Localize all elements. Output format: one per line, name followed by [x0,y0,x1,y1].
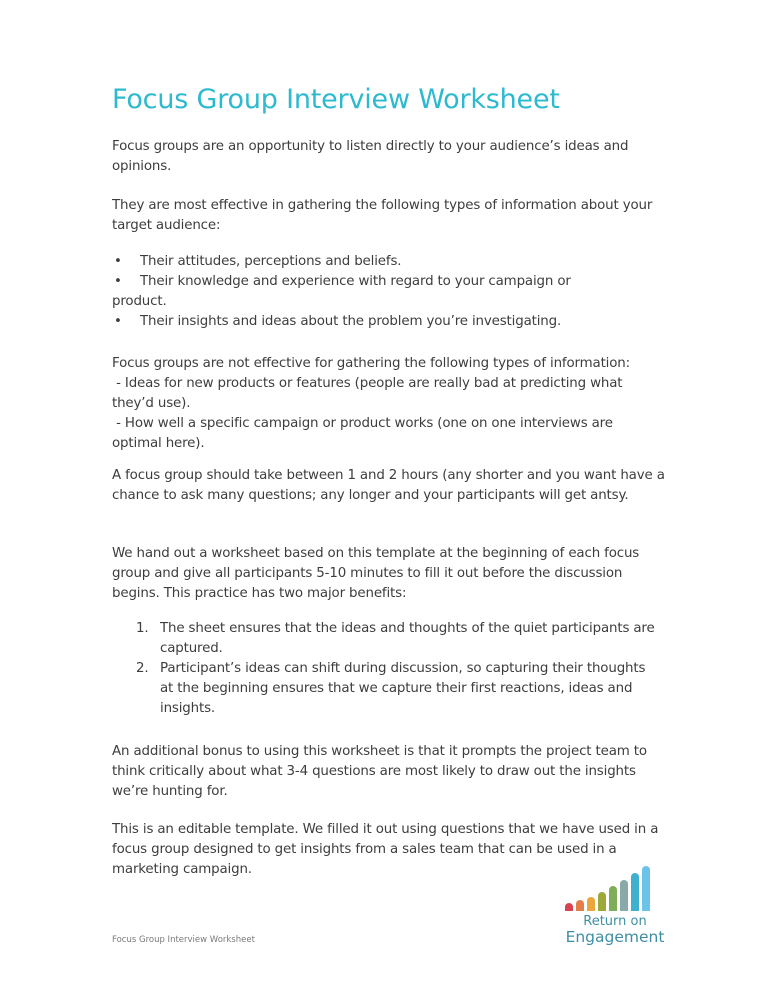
intro-paragraph: Focus groups are an opportunity to listen directly to your audience’s ideas and opinions. [112,139,629,174]
logo-bar [565,903,573,911]
list-item: - How well a specific campaign or product works (one on one interviews are [112,416,613,431]
list-item: • Their attitudes, perceptions and beliefs. [112,252,672,272]
page-footer: Focus Group Interview Worksheet [112,935,255,945]
logo-bar [587,897,595,911]
list-item: • Their knowledge and experience with regard to your campaign or [112,272,672,292]
page-title: Focus Group Interview Worksheet [112,84,560,115]
list-item: - Ideas for new products or features (people are really bad at predicting what [112,376,623,391]
effective-list [112,252,672,332]
logo-text: Return on Engagement [565,914,665,946]
bullet-icon: • [114,314,122,329]
list-item-continuation: optimal here). [112,436,205,451]
not-effective-lead: Focus groups are not effective for gathering the following types of information: [112,356,630,371]
duration-paragraph: A focus group should take between 1 and 2 hours (any shorter and you want have a chance to ask many questions; any longer and your participants will get antsy. [112,468,665,503]
list-item-continuation: they’d use). [112,396,191,411]
list-item: 2. Participant’s ideas can shift during discussion, so capturing their thoughts at the beginning ensures that we capture their first reactions, ideas and insights. [136,661,646,716]
logo-bar [620,880,628,911]
effective-lead-paragraph: They are most effective in gathering the following types of information about your target audience: [112,198,653,233]
bonus-paragraph: An additional bonus to using this worksheet is that it prompts the project team to think critically about what 3-4 questions are most likely to draw out the insights we’re hunting for. [112,744,647,799]
bullet-icon: • [114,274,122,289]
list-item: 1. The sheet ensures that the ideas and thoughts of the quiet participants are captured. [136,621,655,656]
logo-bar [598,892,606,911]
handout-paragraph: We hand out a worksheet based on this template at the beginning of each focus group and give all participants 5-10 minutes to fill it out before the discussion begins. This practice has two major benefits: [112,546,640,601]
not-effective-section [112,354,672,454]
logo-bar [609,886,617,911]
logo-bar [642,866,650,911]
list-item-continuation: product. [112,294,167,309]
benefits-list [136,619,656,719]
logo-bar [576,900,584,911]
logo-bars-icon [565,866,660,911]
bullet-icon: • [114,254,122,269]
return-on-engagement-logo [565,866,665,956]
list-item: • Their insights and ideas about the problem you’re investigating. [112,312,672,332]
editable-paragraph: This is an editable template. We filled it out using questions that we have used in a focus group designed to get insights from a sales team that can be used in a marketing campaign. [112,822,659,877]
logo-bar [631,873,639,911]
